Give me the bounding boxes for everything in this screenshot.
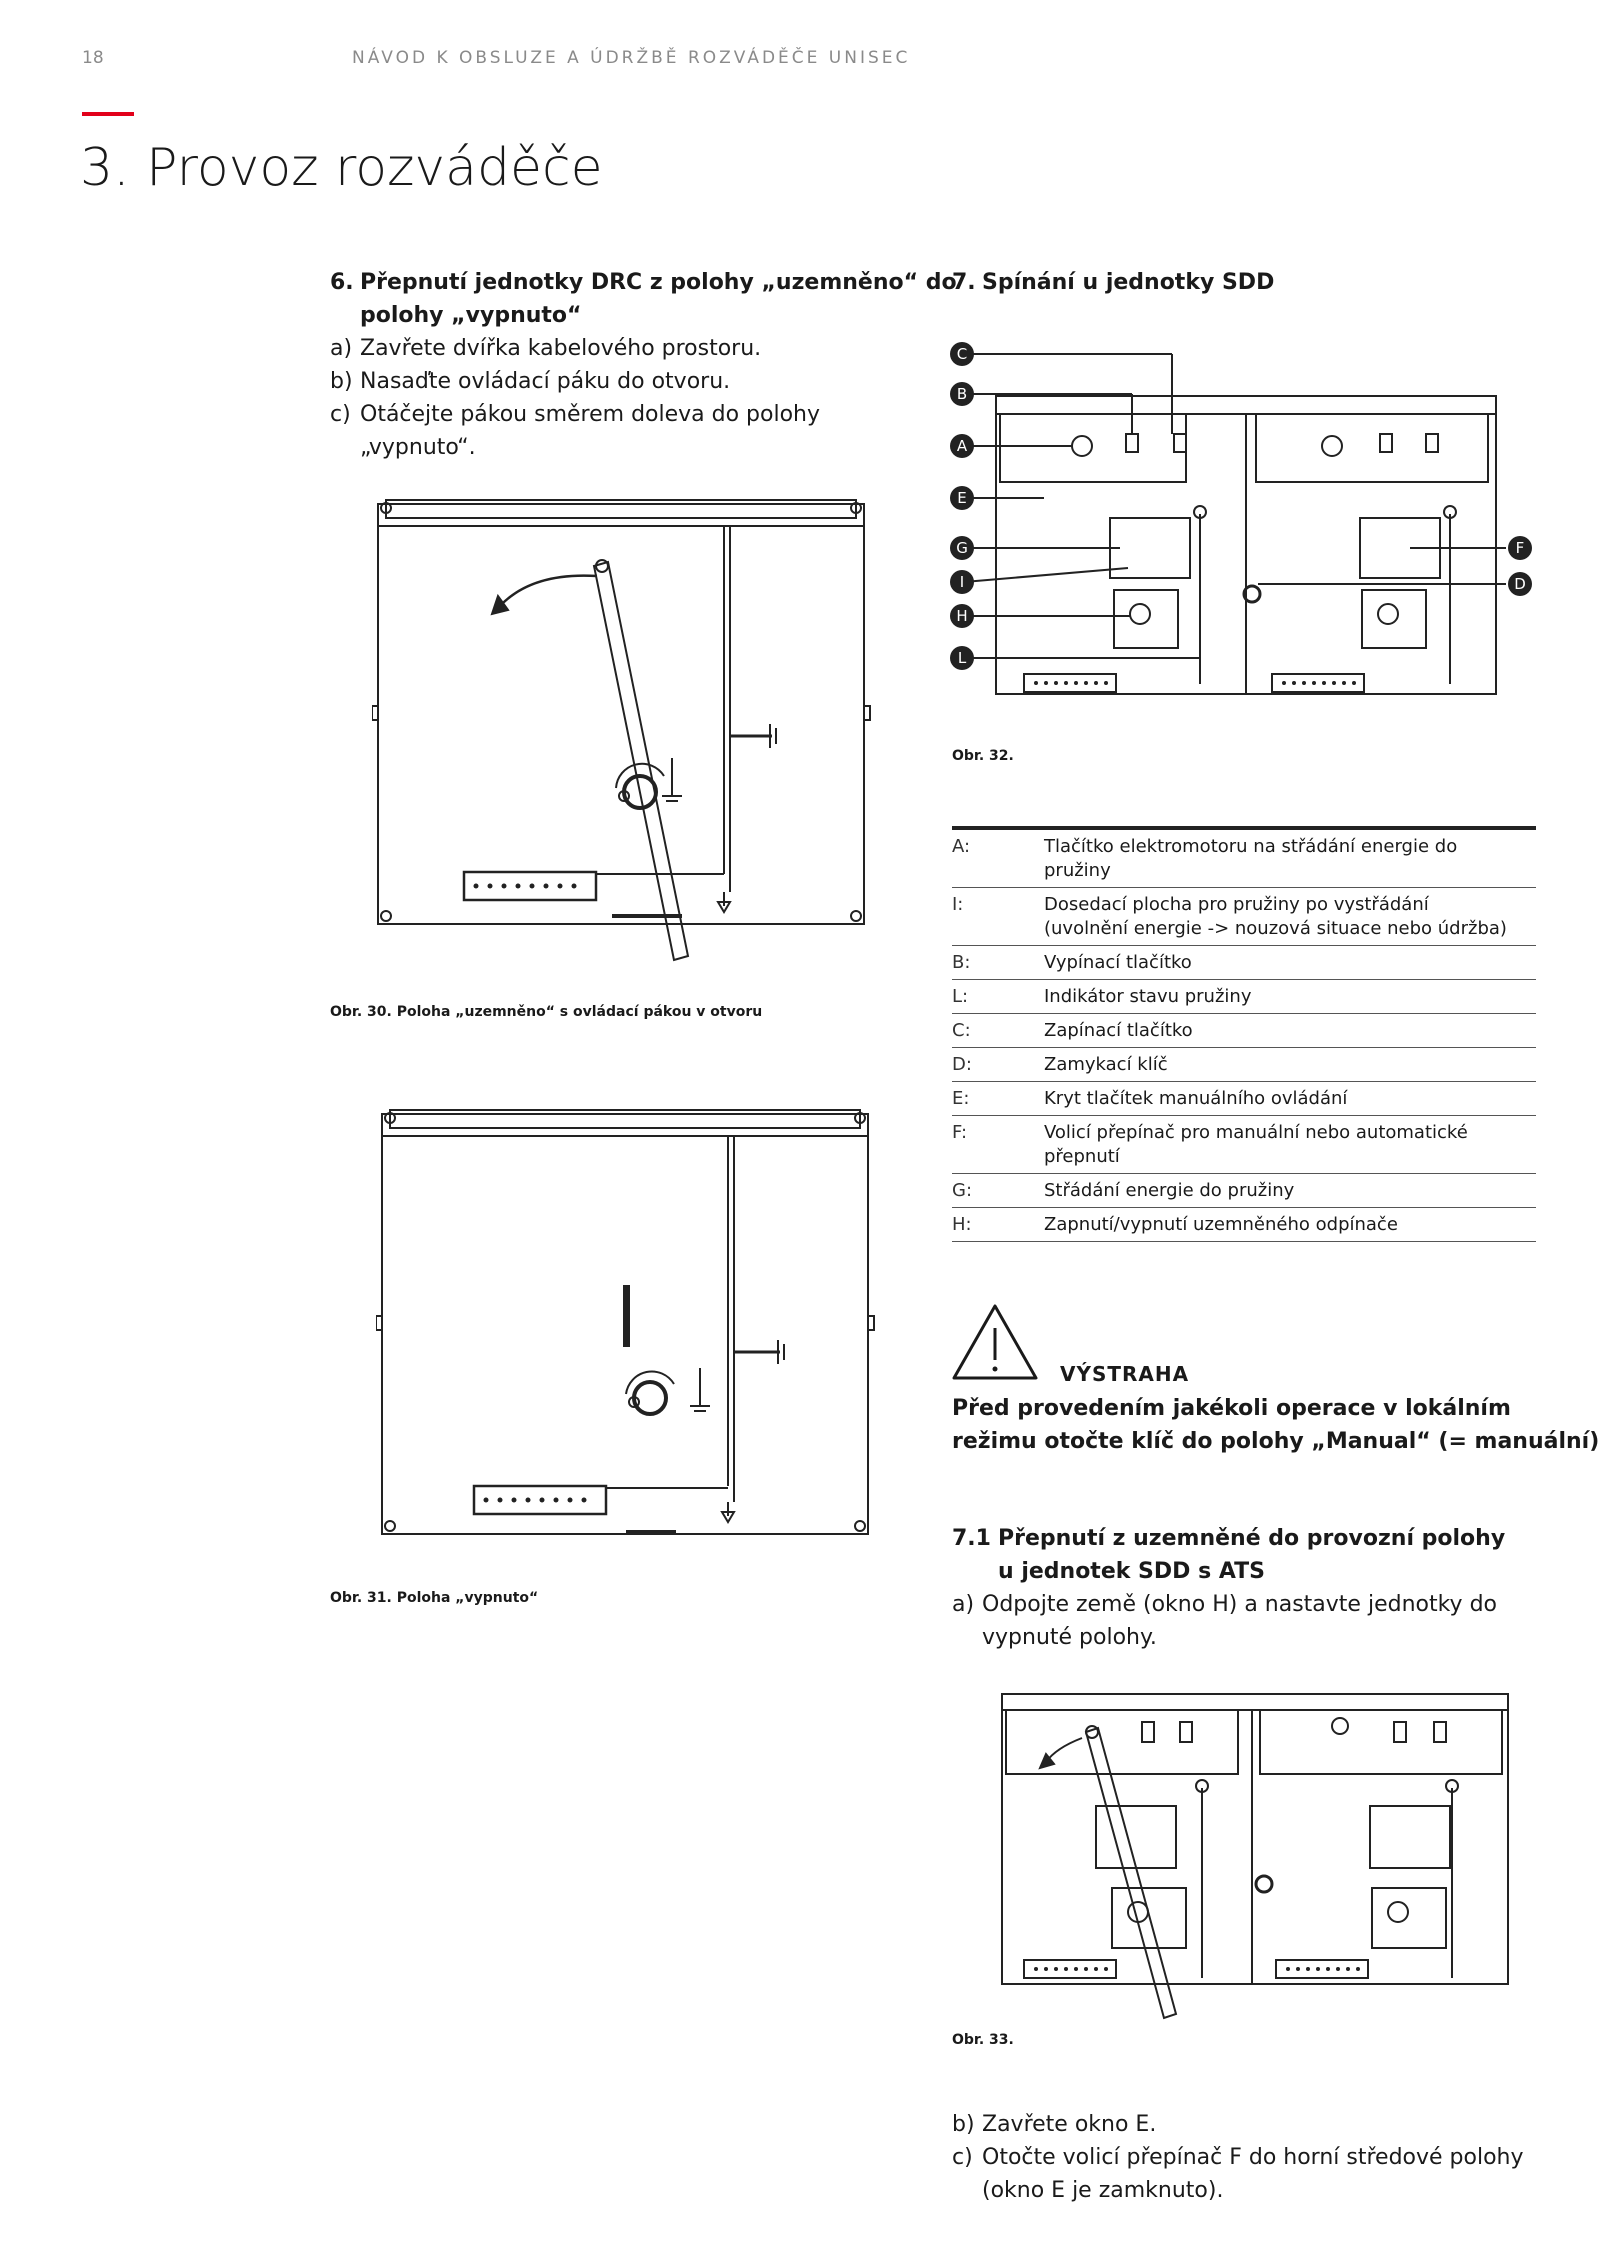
step-7b-label: b) (952, 2112, 975, 2137)
callout-f-label: F (1515, 539, 1525, 557)
step-7a-text: Odpojte země (okno H) a nastavte jednotky do (982, 1592, 1497, 1617)
legend-description (1044, 1048, 1536, 1082)
step-b-text: Nasaďte ovládací páku do otvoru. (360, 369, 731, 394)
legend-key: F: (952, 1116, 1044, 1174)
callout-g-label: G (956, 539, 968, 557)
running-title: NÁVOD K OBSLUZE A ÚDRŽBĚ ROZVÁDĚČE UNISEC (352, 48, 911, 68)
step-a-label: a) (330, 336, 353, 361)
section-6-number: 6. (330, 270, 354, 295)
legend-description (1044, 1014, 1536, 1048)
legend-description-line: Kryt tlačítek manuálního ovládání (1044, 1088, 1348, 1109)
section-6 (330, 266, 957, 466)
step-c-text: Otáčejte pákou směrem doleva do polohy (360, 402, 821, 427)
step-7a-label: a) (952, 1592, 975, 1617)
section-7-1-title-line1: Přepnutí z uzemněné do provozní polohy (998, 1526, 1506, 1551)
section-7-heading (952, 266, 1552, 300)
figure-33-drawing (996, 1688, 1516, 2020)
figure-32-caption: Obr. 32. (952, 748, 1014, 764)
legend-description (1044, 1082, 1536, 1116)
legend-row (952, 1014, 1536, 1048)
legend-description-line: Vypínací tlačítko (1044, 952, 1192, 973)
step-7c-label: c) (952, 2145, 973, 2170)
legend-row (952, 1048, 1536, 1082)
step-7a-text-cont: vypnuté polohy. (982, 1625, 1157, 1650)
legend-key: B: (952, 946, 1044, 980)
section-7-1-number: 7.1 (952, 1526, 991, 1551)
legend-key: A: (952, 828, 1044, 888)
legend-key: D: (952, 1048, 1044, 1082)
legend-row (952, 828, 1536, 888)
legend-row (952, 1082, 1536, 1116)
step-7c-text: Otočte volicí přepínač F do horní středové polohy (982, 2145, 1524, 2170)
step-a-text: Zavřete dvířka kabelového prostoru. (360, 336, 762, 361)
warning-icon (950, 1302, 1040, 1382)
legend-description (1044, 1116, 1536, 1174)
callout-b-label: B (956, 385, 968, 403)
warning-line2: režimu otočte klíč do polohy „Manual“ (= manuální) (952, 1429, 1600, 1454)
legend-row (952, 888, 1536, 946)
legend-description (1044, 946, 1536, 980)
callout-d-label: D (1514, 575, 1526, 593)
legend-key: I: (952, 888, 1044, 946)
figure-33-caption: Obr. 33. (952, 2032, 1014, 2048)
legend-description-line: Zamykací klíč (1044, 1054, 1168, 1075)
warning-heading: VÝSTRAHA (1060, 1362, 1190, 1386)
legend-key: E: (952, 1082, 1044, 1116)
warning-line1: Před provedením jakékoli operace v lokálním (952, 1396, 1511, 1421)
legend-description (1044, 1174, 1536, 1208)
legend-description-line: Tlačítko elektromotoru na střádání energie do (1044, 836, 1458, 857)
legend-row (952, 1116, 1536, 1174)
legend-description (1044, 1208, 1536, 1242)
legend-key: G: (952, 1174, 1044, 1208)
legend-description-line: přepnutí (1044, 1146, 1120, 1167)
legend-description-line: Zapínací tlačítko (1044, 1020, 1193, 1041)
callout-a-label: A (956, 437, 968, 455)
step-b-label: b) (330, 369, 353, 394)
legend-key: C: (952, 1014, 1044, 1048)
callout-e-label: E (957, 489, 967, 507)
legend-description-line: Indikátor stavu pružiny (1044, 986, 1252, 1007)
figure-31-caption: Obr. 31. Poloha „vypnuto“ (330, 1590, 539, 1606)
legend-description-line: Zapnutí/vypnutí uzemněného odpínače (1044, 1214, 1398, 1235)
step-c-label: c) (330, 402, 351, 427)
legend-table (952, 826, 1536, 1242)
section-7-1-title-line2: u jednotek SDD s ATS (998, 1559, 1265, 1584)
legend-description (1044, 888, 1536, 946)
legend-key: L: (952, 980, 1044, 1014)
legend-row (952, 946, 1536, 980)
legend-description-line: (uvolnění energie -> nouzová situace nebo údržba) (1044, 918, 1507, 939)
legend-description (1044, 980, 1536, 1014)
callout-l-label: L (957, 649, 967, 667)
figure-30-drawing (372, 496, 872, 976)
step-7b-text: Zavřete okno E. (982, 2112, 1157, 2137)
step-c-text-cont: „vypnuto“. (360, 435, 476, 460)
section-7-number: 7. (952, 270, 976, 295)
chapter-accent-bar (82, 112, 134, 116)
figure-31-drawing (376, 1106, 876, 1546)
section-7-title: Spínání u jednotky SDD (982, 270, 1275, 295)
figure-30-caption: Obr. 30. Poloha „uzemněno“ s ovládací pákou v otvoru (330, 1004, 763, 1020)
chapter-title: 3. Provoz rozváděče (80, 138, 603, 198)
section-6-title-line2: polohy „vypnuto“ (360, 303, 582, 328)
section-7-1 (952, 1522, 1552, 1662)
legend-row (952, 1208, 1536, 1242)
step-7c-text-cont: (okno E je zamknuto). (982, 2178, 1224, 2203)
legend-description (1044, 828, 1536, 888)
legend-row (952, 1174, 1536, 1208)
page-number: 18 (82, 48, 104, 68)
callout-c-label: C (956, 345, 968, 363)
section-6-title-line1: Přepnutí jednotky DRC z polohy „uzemněno“ do (360, 270, 957, 295)
legend-description-line: pružiny (1044, 860, 1111, 881)
legend-key: H: (952, 1208, 1044, 1242)
figure-32-drawing (940, 334, 1540, 710)
callout-i-label: I (959, 573, 965, 591)
steps-b-c (952, 2108, 1552, 2218)
callout-h-label: H (956, 607, 968, 625)
legend-description-line: Volicí přepínač pro manuální nebo automatické (1044, 1122, 1468, 1143)
legend-description-line: Dosedací plocha pro pružiny po vystřádání (1044, 894, 1429, 915)
legend-row (952, 980, 1536, 1014)
legend-description-line: Střádání energie do pružiny (1044, 1180, 1295, 1201)
